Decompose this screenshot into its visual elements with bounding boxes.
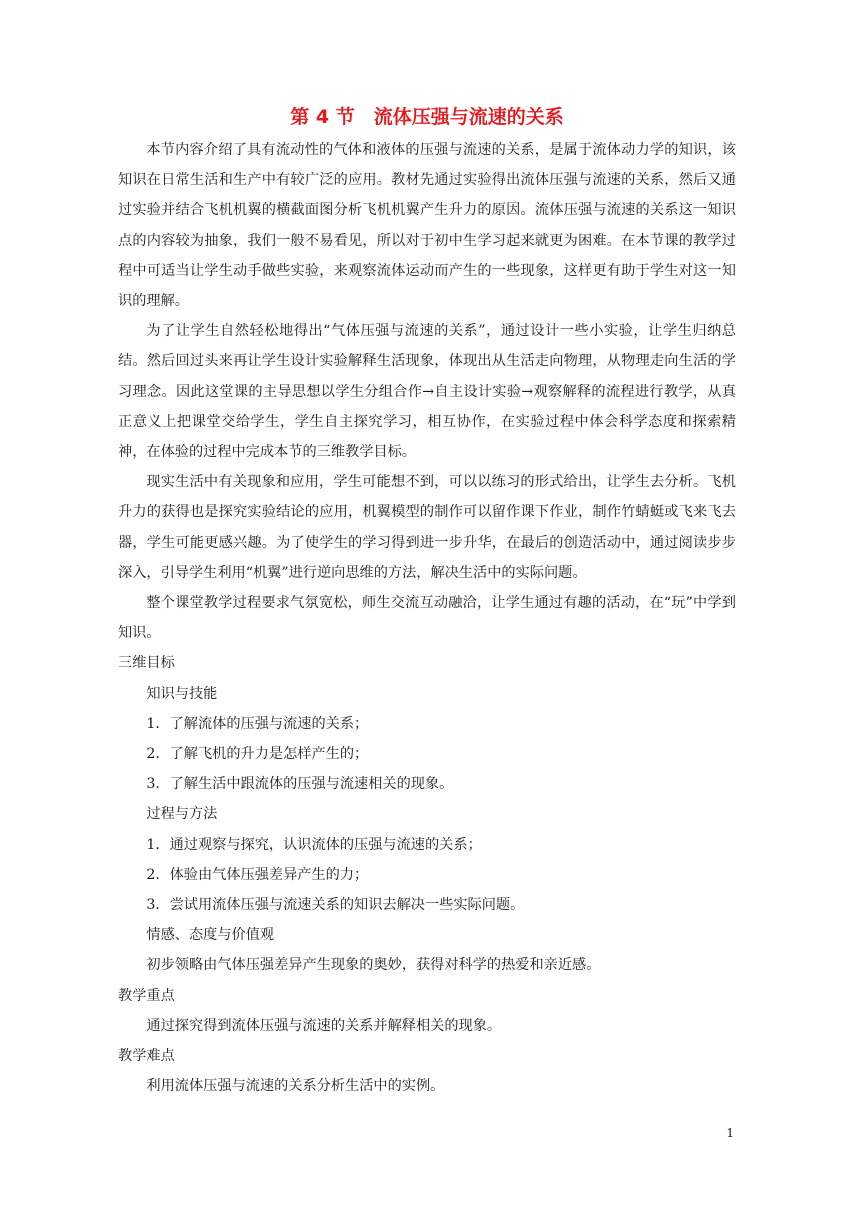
key-point-heading: 教学重点	[118, 987, 175, 1004]
knowledge-heading: 知识与技能	[146, 685, 218, 702]
section-title: 第 4 节 流体压强与流速的关系	[290, 106, 564, 128]
intro-paragraph-1: 本节内容介绍了具有流动性的气体和液体的压强与流速的关系，是属于流体动力学的知识，该知识在日常生活和生产中有较广泛的应用。教材先通过实验得出流体压强与流速的关系，然后又通过实验并结合飞机机翼的横截面图分析飞机机翼产生升力的原因。流体压强与流速的关系这一知识点的内容较为抽象，我们一般不易看见，所以对于初中生学习起来就更为困难。在本节课的教学过程中可适当让学生动手做些实验，来观察流体运动而产生的一些现象，这样更有助于学生对这一知识的理解。	[118, 142, 736, 310]
difficulty-heading: 教学难点	[118, 1048, 175, 1065]
knowledge-item: 1．了解流体的压强与流速的关系；	[146, 715, 369, 732]
goals-heading: 三维目标	[118, 655, 175, 672]
key-point-text: 通过探究得到流体压强与流速的关系并解释相关的现象。	[146, 1017, 502, 1034]
knowledge-item: 3．了解生活中跟流体的压强与流速相关的现象。	[146, 776, 454, 793]
process-heading: 过程与方法	[146, 806, 218, 823]
difficulty-text: 利用流体压强与流速的关系分析生活中的实例。	[146, 1078, 445, 1095]
page-number: 1	[726, 1126, 734, 1140]
process-item: 1．通过观察与探究，认识流体的压强与流速的关系；	[146, 836, 482, 853]
knowledge-item: 2．了解飞机的升力是怎样产生的；	[146, 746, 369, 763]
attitude-heading: 情感、态度与价值观	[146, 927, 275, 944]
process-item: 2．体验由气体压强差异产生的力；	[146, 866, 369, 883]
document-body	[118, 100, 736, 1102]
intro-paragraph-2: 为了让学生自然轻松地得出“气体压强与流速的关系”，通过设计一些小实验，让学生归纳总结。然后回过头来再让学生设计实验解释生活现象，体现出从生活走向物理，从物理走向生活的学习理念。因此这堂课的主导思想以学生分组合作→自主设计实验→观察解释的流程进行教学，从真正意义上把课堂交给学生，学生自主探究学习，相互协作，在实验过程中体会科学态度和探索精神，在体验的过程中完成本节的三维教学目标。	[118, 323, 736, 461]
attitude-text: 初步领略由气体压强差异产生现象的奥妙，获得对科学的热爱和亲近感。	[146, 957, 601, 974]
process-item: 3．尝试用流体压强与流速关系的知识去解决一些实际问题。	[146, 897, 525, 914]
intro-paragraph-3: 现实生活中有关现象和应用，学生可能想不到，可以以练习的形式给出，让学生去分析。飞机升力的获得也是探究实验结论的应用，机翼模型的制作可以留作课下作业，制作竹蜻蜓或飞来飞去器，学生可能更感兴趣。为了使学生的学习得到进一步升华，在最后的创造活动中，通过阅读步步深入，引导学生利用“机翼”进行逆向思维的方法，解决生活中的实际问题。	[118, 474, 736, 581]
intro-paragraph-4: 整个课堂教学过程要求气氛宽松，师生交流互动融洽，让学生通过有趣的活动，在“玩”中学到知识。	[118, 595, 736, 642]
